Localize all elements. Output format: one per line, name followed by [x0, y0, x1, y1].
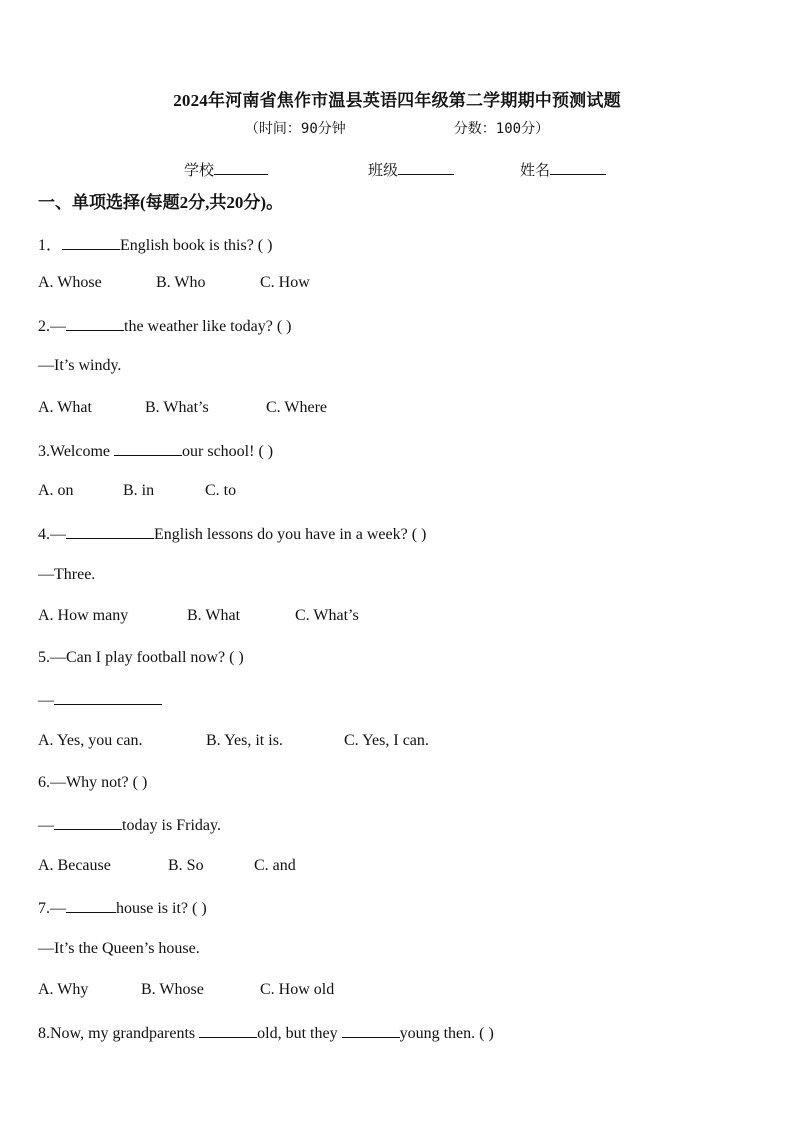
options-4: [38, 607, 359, 625]
section-heading: 一、单项选择(每题2分,共20分)。: [38, 193, 284, 212]
option-c[interactable]: C. Where: [266, 399, 328, 416]
school-blank[interactable]: [214, 160, 268, 175]
options-3: [38, 482, 236, 500]
answer-blank[interactable]: [199, 1023, 257, 1038]
reply-6: [38, 815, 221, 835]
option-a[interactable]: A. What: [38, 399, 92, 416]
question-text: house is it? ( ): [116, 900, 207, 917]
school-field[interactable]: [184, 159, 268, 180]
options-2: [38, 399, 327, 417]
exam-time: （时间：90分钟: [244, 121, 346, 137]
option-a[interactable]: A. Why: [38, 981, 89, 998]
class-blank[interactable]: [398, 160, 454, 175]
option-a[interactable]: A. on: [38, 482, 74, 499]
name-label: 姓名: [520, 163, 551, 179]
exam-info-line: [0, 118, 794, 138]
option-c[interactable]: C. How: [260, 274, 310, 291]
option-c[interactable]: C. How old: [260, 981, 335, 998]
question-text: English lessons do you have in a week? ( ): [154, 526, 427, 543]
class-field[interactable]: [368, 159, 454, 180]
question-number: 4.—: [38, 526, 66, 543]
option-b[interactable]: B. Who: [156, 274, 206, 291]
dash: —: [38, 817, 54, 834]
option-b[interactable]: B. What: [187, 607, 241, 624]
answer-blank[interactable]: [54, 815, 122, 830]
question-text: our school! ( ): [182, 443, 274, 460]
options-5: [38, 732, 429, 750]
question-text: English book is this? ( ): [120, 237, 273, 254]
reply-5: [38, 690, 162, 710]
option-b[interactable]: B. So: [168, 857, 204, 874]
option-b[interactable]: B. Yes, it is.: [206, 732, 283, 749]
question-text: young then. ( ): [399, 1025, 494, 1042]
answer-blank[interactable]: [54, 690, 162, 705]
question-4: [38, 524, 426, 544]
name-field[interactable]: [520, 159, 606, 180]
option-b[interactable]: B. in: [123, 482, 155, 499]
option-a[interactable]: A. Whose: [38, 274, 102, 291]
question-1: [38, 232, 272, 255]
question-text: old, but they: [257, 1025, 342, 1042]
answer-blank[interactable]: [342, 1023, 400, 1038]
question-6: 6.—Why not? ( ): [38, 774, 148, 791]
options-1: [38, 274, 310, 292]
question-text: the weather like today? ( ): [124, 318, 292, 335]
reply-2: —It’s windy.: [38, 357, 122, 374]
option-c[interactable]: C. and: [254, 857, 296, 874]
question-2: [38, 316, 291, 336]
school-label: 学校: [184, 163, 215, 179]
option-c[interactable]: C. What’s: [295, 607, 359, 624]
reply-7: —It’s the Queen’s house.: [38, 940, 200, 957]
question-text: 8.Now, my grandparents: [38, 1025, 200, 1042]
question-7: [38, 898, 207, 918]
question-number: 7.—: [38, 900, 66, 917]
option-a[interactable]: A. Because: [38, 857, 111, 874]
question-8: [38, 1023, 494, 1043]
dash: —: [38, 692, 54, 709]
answer-blank[interactable]: [62, 235, 120, 250]
option-c[interactable]: C. Yes, I can.: [344, 732, 429, 749]
option-a[interactable]: A. Yes, you can.: [38, 732, 143, 749]
exam-title: 2024年河南省焦作市温县英语四年级第二学期期中预测试题: [173, 91, 621, 110]
answer-blank[interactable]: [66, 316, 124, 331]
option-c[interactable]: C. to: [205, 482, 237, 499]
reply-text: today is Friday.: [122, 817, 221, 834]
class-label: 班级: [368, 163, 399, 179]
question-number: 2.—: [38, 318, 66, 335]
reply-4: —Three.: [38, 566, 96, 583]
answer-blank[interactable]: [66, 524, 154, 539]
question-5: 5.—Can I play football now? ( ): [38, 649, 244, 666]
answer-blank[interactable]: [114, 441, 182, 456]
question-3: [38, 441, 273, 461]
option-a[interactable]: A. How many: [38, 607, 129, 624]
option-b[interactable]: B. Whose: [141, 981, 204, 998]
options-7: [38, 981, 334, 999]
question-number: 1．: [38, 237, 63, 254]
options-6: [38, 857, 296, 875]
option-b[interactable]: B. What’s: [145, 399, 209, 416]
exam-score: 分数：100分）: [453, 121, 550, 137]
question-text: 3.Welcome: [38, 443, 115, 460]
answer-blank[interactable]: [66, 898, 116, 913]
name-blank[interactable]: [550, 160, 606, 175]
